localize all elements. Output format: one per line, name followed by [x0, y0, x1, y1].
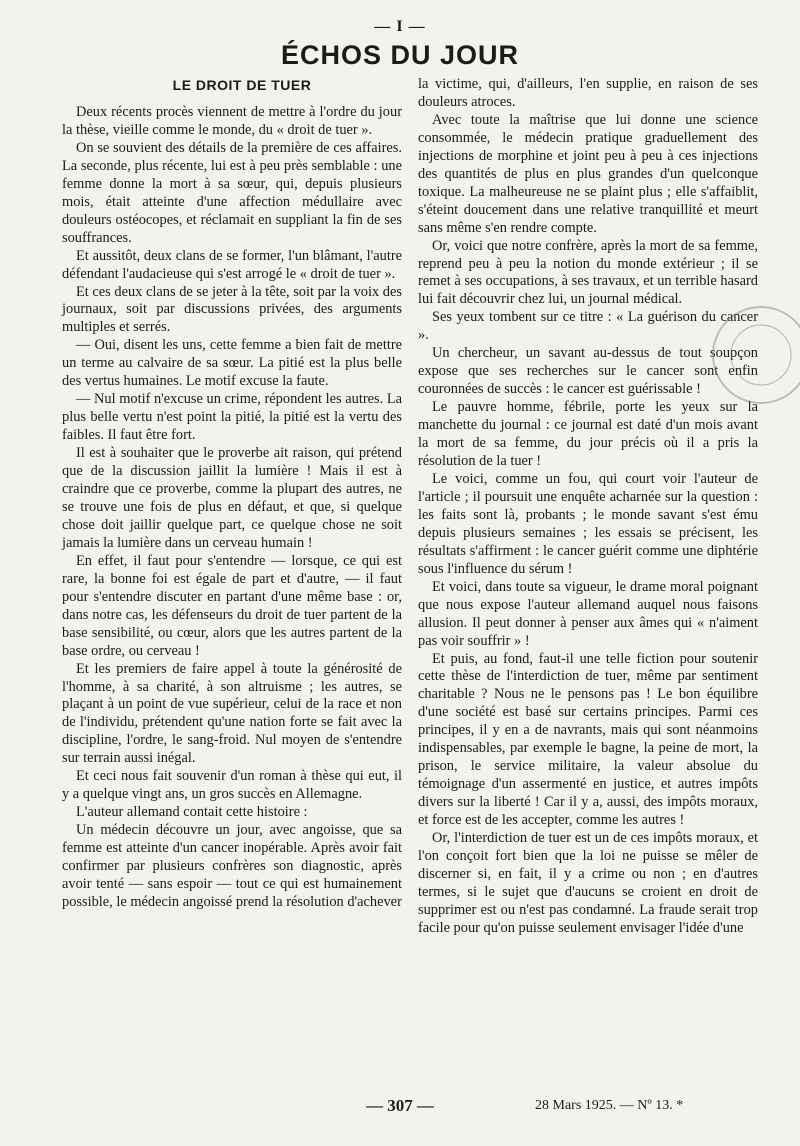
- paragraph: Et puis, au fond, faut-il une telle fiction pour soutenir cette thèse de l'interdiction de tuer, même par sentiment charitable ? Nous ne le pensons pas ! Le bon équilibre d'une société est basé sur certains principes. Parmi ces principes, il y en a de navrants, mais qui sont néanmoins indispensables, par exemple le bagne, la peine de mort, la prison, le service militaire, la valeur absolue du témoignage d'un assermenté en justice, et autres impôts divers sur la liberté ! Car il y a, aussi, des impôts moraux, et force est de les accepter, comme les autres !: [418, 650, 758, 829]
- page-number: — 307 —: [366, 1096, 434, 1115]
- paragraph: Et aussitôt, deux clans de se former, l'un blâmant, l'autre défendant l'audacieuse qui s'est arrogé le « droit de tuer ».: [62, 247, 402, 282]
- section-title: ÉCHOS DU JOUR: [280, 40, 520, 70]
- paragraph: Le pauvre homme, fébrile, porte les yeux sur la manchette du journal : ce journal est daté d'un mois avant la mort de sa femme, du jour précis où il a pris la résolution de la tuer !: [418, 399, 758, 470]
- paragraph: Un médecin découvre un jour, avec angoisse, que sa femme est atteinte d'un cancer inopérable. Après avoir fait confirmer par plusieurs confrères son diagnostic, après avoir tenté — sans espoir — tout ce qui est humainement possible, le médecin angoissé prend la résolution d'achever: [62, 822, 402, 910]
- paragraph: Et voici, dans toute sa vigueur, le drame moral poignant que nous expose l'auteur allemand auquel nous faisons allusion. Il peut donner à penser aux âmes qui « n'aiment pas voir souffrir » !: [418, 578, 758, 649]
- right-column: [418, 76, 758, 938]
- left-column-body: [62, 104, 402, 912]
- paragraph: Le voici, comme un fou, qui court voir l'auteur de l'article ; il poursuit une enquête acharnée sur la question : les faits sont là, probants ; le monde savant s'est ému depuis plusieurs semaines ; les essais se précisent, les résultats s'affirment : le cancer guérit comme une diphtérie sous l'influence du sérum !: [418, 470, 758, 577]
- paragraph: Deux récents procès viennent de mettre à l'ordre du jour la thèse, vieille comme le monde, du « droit de tuer ».: [62, 104, 402, 138]
- paragraph: Or, voici que notre confrère, après la mort de sa femme, reprend peu à peu la notion du monde extérieur ; il se remet à ses occupations, à ses travaux, et un terrible hasard lui fait découvrir chez lui, un journal médical.: [418, 237, 758, 308]
- paragraph: Et les premiers de faire appel à toute la générosité de l'homme, à sa charité, à son altruisme ; les autres, se plaçant à un point de vue supérieur, celui de la race et non de l'individu, prétendent qu'une nation forte se fait avec la discipline, l'ordre, le sang-froid. Nul moyen de s'entendre sur terrain aussi inégal.: [62, 660, 402, 767]
- paragraph: Et ces deux clans de se jeter à la tête, soit par la voix des journaux, soit par discussions privées, des arguments multiples et serrés.: [62, 283, 402, 336]
- right-column-body: [418, 76, 758, 938]
- paragraph: Or, l'interdiction de tuer est un de ces impôts moraux, et l'on conçoit fort bien que la loi ne puisse se mêler de discerner si, en fait, il y a crime ou non ; en d'autres termes, si le sujet que d'aucuns se croient en droit de supprimer est ou n'est pas condamné. La fraude serait trop facile pour qu'on puisse seulement envisager l'idée d'une: [418, 830, 758, 936]
- page-marker: — I —: [374, 18, 426, 35]
- library-stamp: [706, 300, 800, 410]
- paragraph: L'auteur allemand contait cette histoire :: [76, 804, 308, 821]
- paragraph: la victime, qui, d'ailleurs, l'en supplie, en raison de ses douleurs atroces.: [418, 76, 758, 110]
- left-column: [62, 76, 402, 912]
- paragraph: Et ceci nous fait souvenir d'un roman à thèse qui eut, il y a quelque vingt ans, un gros succès en Allemagne.: [62, 768, 402, 803]
- paragraph: Ses yeux tombent sur ce titre : « La guérison du cancer ».: [418, 309, 758, 344]
- issue-date: 28 Mars 1925. — Nº 13. *: [535, 1098, 684, 1113]
- paragraph: Avec toute la maîtrise que lui donne une science consommée, le médecin pratique graduellement des injections de morphine et joint peu à peu à ces injections des quantités de plus en plus grandes d'un quelconque toxique. La malheureuse ne se plaint plus ; elle s'affaiblit, s'éteint doucement dans une relative tranquillité et meurt sans même s'en rendre compte.: [418, 111, 758, 236]
- paragraph: — Oui, disent les uns, cette femme a bien fait de mettre un terme au calvaire de sa sœur. La pitié est la plus belle des vertus humaines. Le motif excuse la faute.: [62, 337, 402, 390]
- paragraph: On se souvient des détails de la première de ces affaires. La seconde, plus récente, lui est à peu près semblable : une femme donne la mort à sa sœur, qui, depuis plusieurs mois, était atteinte d'une affection médullaire avec douleurs ostéocopes, et réclamait en suppliant la fin de ses souffrances.: [62, 139, 402, 246]
- paragraph: — Nul motif n'excuse un crime, répondent les autres. La plus belle vertu n'est point la pitié, la pitié est la vertu des faibles. Il faut être fort.: [62, 391, 402, 444]
- paragraph: En effet, il faut pour s'entendre — lorsque, ce qui est rare, la bonne foi est égale de part et d'autre, — il faut pour s'entendre discuter en partant d'une même base : or, dans notre cas, les défenseurs du droit de tuer partent de la base sensibilité, ou cœur, alors que les autres partent de la base ordre, ou cerveau !: [62, 552, 402, 659]
- paragraph: Il est à souhaiter que le proverbe ait raison, qui prétend que de la discussion jaillit la lumière ! Mais il est à craindre que ce proverbe, comme la plupart des autres, ne se trouve une fois de plus en défaut, et que, si quelque chose doit jaillir quelque part, ce quelque chose ne soit jamais la lumière dans un cerveau humain !: [62, 445, 402, 551]
- paragraph: Un chercheur, un savant au-dessus de tout soupçon expose que ses recherches sur le cancer sont enfin couronnées de succès : le cancer est guérissable !: [418, 345, 758, 398]
- article-title: LE DROIT DE TUER: [172, 77, 312, 93]
